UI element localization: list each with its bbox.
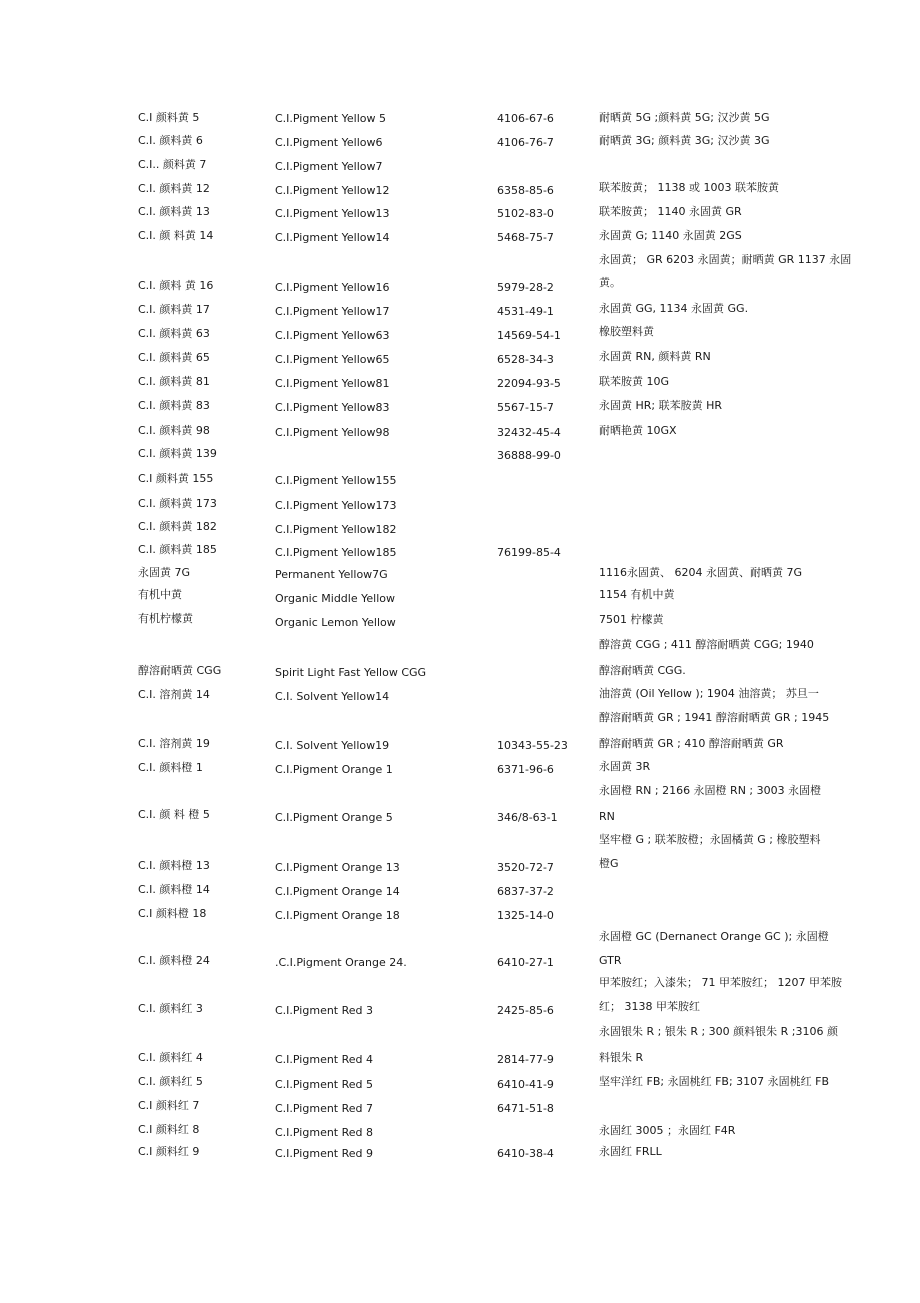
cell-chinese-name: C.I. 颜料橙 24 bbox=[138, 954, 210, 967]
cell-cas-number: 14569-54-1 bbox=[497, 329, 561, 342]
cell-english-name: Organic Lemon Yellow bbox=[275, 616, 396, 629]
cell-trade-names: 永固黄； GR 6203 永固黄；耐晒黄 GR 1137 永固 bbox=[599, 253, 852, 266]
cell-chinese-name: C.I. 颜料黄 182 bbox=[138, 520, 217, 533]
cell-cas-number: 1325-14-0 bbox=[497, 909, 554, 922]
cell-chinese-name: C.I 颜料黄 155 bbox=[138, 472, 214, 485]
cell-trade-names: 坚牢橙 G ; 联苯胺橙；永固橘黄 G ; 橡胶塑料 bbox=[599, 833, 821, 846]
cell-trade-names: 橙G bbox=[599, 857, 619, 870]
cell-english-name: C.I.Pigment Red 5 bbox=[275, 1078, 374, 1091]
cell-trade-names: 永固橙 GC (Dernanect Orange GC ); 永固橙 bbox=[599, 930, 829, 943]
cell-chinese-name: C.I. 颜料黄 185 bbox=[138, 543, 217, 556]
cell-chinese-name: C.I 颜料红 7 bbox=[138, 1099, 200, 1112]
cell-trade-names: 耐晒黄 3G; 颜料黄 3G; 汉沙黄 3G bbox=[599, 134, 770, 147]
cell-trade-names: 永固黄 3R bbox=[599, 760, 651, 773]
cell-trade-names: 1154 有机中黄 bbox=[599, 588, 675, 601]
cell-trade-names: 永固红 3005 ；永固红 F4R bbox=[599, 1124, 736, 1137]
cell-chinese-name: 有机柠檬黄 bbox=[138, 612, 193, 625]
cell-chinese-name: C.I. 颜料红 4 bbox=[138, 1051, 203, 1064]
cell-chinese-name: C.I. 颜料黄 173 bbox=[138, 497, 217, 510]
cell-chinese-name: C.I. 颜料黄 6 bbox=[138, 134, 203, 147]
cell-cas-number: 3520-72-7 bbox=[497, 861, 554, 874]
cell-english-name: C.I.Pigment Yellow185 bbox=[275, 546, 397, 559]
cell-chinese-name: 有机中黄 bbox=[138, 588, 182, 601]
cell-chinese-name: C.I. 颜料黄 81 bbox=[138, 375, 210, 388]
cell-chinese-name: C.I 颜料红 8 bbox=[138, 1123, 200, 1136]
cell-english-name: Spirit Light Fast Yellow CGG bbox=[275, 666, 427, 679]
cell-cas-number: 6837-37-2 bbox=[497, 885, 554, 898]
cell-chinese-name: C.I. 溶剂黄 19 bbox=[138, 737, 210, 750]
cell-english-name: C.I.Pigment Yellow7 bbox=[275, 160, 383, 173]
cell-english-name: C.I. Solvent Yellow19 bbox=[275, 739, 390, 752]
cell-cas-number: 5102-83-0 bbox=[497, 207, 554, 220]
cell-chinese-name: 永固黄 7G bbox=[138, 566, 191, 579]
cell-english-name: C.I.Pigment Yellow6 bbox=[275, 136, 383, 149]
cell-trade-names: 红； 3138 甲苯胺红 bbox=[599, 1000, 700, 1013]
cell-english-name: C.I.Pigment Orange 5 bbox=[275, 811, 393, 824]
cell-english-name: C.I.Pigment Yellow81 bbox=[275, 377, 390, 390]
cell-chinese-name: C.I 颜料红 9 bbox=[138, 1145, 200, 1158]
cell-cas-number: 10343-55-23 bbox=[497, 739, 568, 752]
cell-chinese-name: C.I. 颜料黄 17 bbox=[138, 303, 210, 316]
cell-trade-names: 永固黄 G; 1140 永固黄 2GS bbox=[599, 229, 742, 242]
cell-chinese-name: C.I. 溶剂黄 14 bbox=[138, 688, 210, 701]
cell-english-name: C.I.Pigment Red 8 bbox=[275, 1126, 374, 1139]
cell-cas-number: 5567-15-7 bbox=[497, 401, 554, 414]
cell-chinese-name: C.I. 颜料黄 65 bbox=[138, 351, 210, 364]
cell-trade-names: 醇溶耐晒黄 CGG. bbox=[599, 664, 686, 677]
cell-chinese-name: 醇溶耐晒黄 CGG bbox=[138, 664, 222, 677]
cell-english-name: C.I.Pigment Yellow65 bbox=[275, 353, 390, 366]
cell-cas-number: 5468-75-7 bbox=[497, 231, 554, 244]
cell-chinese-name: C.I. 颜料红 5 bbox=[138, 1075, 203, 1088]
cell-cas-number: 6471-51-8 bbox=[497, 1102, 554, 1115]
cell-chinese-name: C.I 颜料橙 18 bbox=[138, 907, 207, 920]
cell-chinese-name: C.I.. 颜料黄 7 bbox=[138, 158, 207, 171]
cell-cas-number: 32432-45-4 bbox=[497, 426, 561, 439]
cell-trade-names: 橡胶塑料黄 bbox=[599, 325, 654, 338]
cell-trade-names: 联苯胺黄 10G bbox=[599, 375, 670, 388]
cell-cas-number: 6528-34-3 bbox=[497, 353, 554, 366]
cell-chinese-name: C.I. 颜料黄 12 bbox=[138, 182, 210, 195]
cell-english-name: Organic Middle Yellow bbox=[275, 592, 395, 605]
cell-chinese-name: C.I. 颜料橙 14 bbox=[138, 883, 210, 896]
cell-trade-names: 耐晒艳黄 10GX bbox=[599, 424, 677, 437]
cell-trade-names: GTR bbox=[599, 954, 622, 967]
cell-cas-number: 6371-96-6 bbox=[497, 763, 554, 776]
cell-cas-number: 36888-99-0 bbox=[497, 449, 561, 462]
cell-trade-names: 醇溶耐晒黄 GR ; 410 醇溶耐晒黄 GR bbox=[599, 737, 784, 750]
cell-english-name: C.I.Pigment Yellow16 bbox=[275, 281, 390, 294]
cell-cas-number: 6358-85-6 bbox=[497, 184, 554, 197]
cell-trade-names: 7501 柠檬黄 bbox=[599, 613, 664, 626]
cell-cas-number: 6410-27-1 bbox=[497, 956, 554, 969]
cell-cas-number: 4106-67-6 bbox=[497, 112, 554, 125]
cell-cas-number: 2425-85-6 bbox=[497, 1004, 554, 1017]
cell-english-name: C.I.Pigment Yellow83 bbox=[275, 401, 390, 414]
cell-english-name: C.I.Pigment Yellow182 bbox=[275, 523, 397, 536]
cell-chinese-name: C.I. 颜料黄 63 bbox=[138, 327, 210, 340]
cell-trade-names: 耐晒黄 5G ;颜料黄 5G; 汉沙黄 5G bbox=[599, 111, 770, 124]
cell-chinese-name: C.I. 颜料橙 1 bbox=[138, 761, 203, 774]
cell-english-name: C.I. Solvent Yellow14 bbox=[275, 690, 390, 703]
cell-english-name: C.I.Pigment Yellow155 bbox=[275, 474, 397, 487]
cell-trade-names: 料银朱 R bbox=[599, 1051, 644, 1064]
cell-chinese-name: C.I. 颜 料 橙 5 bbox=[138, 808, 210, 821]
cell-english-name: C.I.Pigment Yellow98 bbox=[275, 426, 390, 439]
cell-cas-number: 4531-49-1 bbox=[497, 305, 554, 318]
cell-trade-names: 1116永固黄、 6204 永固黄、耐晒黄 7G bbox=[599, 566, 802, 579]
cell-cas-number: 6410-41-9 bbox=[497, 1078, 554, 1091]
cell-chinese-name: C.I. 颜料橙 13 bbox=[138, 859, 210, 872]
cell-trade-names: 醇溶黄 CGG ; 411 醇溶耐晒黄 CGG; 1940 bbox=[599, 638, 814, 651]
cell-trade-names: 醇溶耐晒黄 GR ; 1941 醇溶耐晒黄 GR ; 1945 bbox=[599, 711, 830, 724]
cell-english-name: C.I.Pigment Orange 13 bbox=[275, 861, 400, 874]
cell-trade-names: 联苯胺黄； 1140 永固黄 GR bbox=[599, 205, 742, 218]
cell-trade-names: 永固黄 HR; 联苯胺黄 HR bbox=[599, 399, 723, 412]
cell-trade-names: 甲苯胺红；入漆朱； 71 甲苯胺红； 1207 甲苯胺 bbox=[599, 976, 842, 989]
cell-chinese-name: C.I. 颜 料黄 14 bbox=[138, 229, 214, 242]
cell-english-name: C.I.Pigment Yellow 5 bbox=[275, 112, 386, 125]
cell-english-name: Permanent Yellow7G bbox=[275, 568, 388, 581]
cell-trade-names: 坚牢洋红 FB; 永固桃红 FB; 3107 永固桃红 FB bbox=[599, 1075, 830, 1088]
cell-english-name: C.I.Pigment Red 7 bbox=[275, 1102, 374, 1115]
cell-cas-number: 76199-85-4 bbox=[497, 546, 561, 559]
cell-cas-number: 22094-93-5 bbox=[497, 377, 561, 390]
cell-english-name: C.I.Pigment Red 9 bbox=[275, 1147, 374, 1160]
cell-chinese-name: C.I 颜料黄 5 bbox=[138, 111, 200, 124]
cell-chinese-name: C.I. 颜料 黄 16 bbox=[138, 279, 214, 292]
cell-chinese-name: C.I. 颜料红 3 bbox=[138, 1002, 203, 1015]
cell-english-name: C.I.Pigment Yellow63 bbox=[275, 329, 390, 342]
cell-chinese-name: C.I. 颜料黄 98 bbox=[138, 424, 210, 437]
cell-trade-names: 黄。 bbox=[599, 276, 621, 289]
cell-english-name: C.I.Pigment Yellow17 bbox=[275, 305, 390, 318]
cell-cas-number: 2814-77-9 bbox=[497, 1053, 554, 1066]
cell-english-name: C.I.Pigment Yellow14 bbox=[275, 231, 390, 244]
cell-trade-names: RN bbox=[599, 810, 615, 823]
cell-english-name: C.I.Pigment Yellow13 bbox=[275, 207, 390, 220]
cell-english-name: C.I.Pigment Yellow173 bbox=[275, 499, 397, 512]
cell-cas-number: 5979-28-2 bbox=[497, 281, 554, 294]
cell-trade-names: 永固黄 GG, 1134 永固黄 GG. bbox=[599, 302, 749, 315]
cell-trade-names: 联苯胺黄； 1138 或 1003 联苯胺黄 bbox=[599, 181, 779, 194]
cell-cas-number: 6410-38-4 bbox=[497, 1147, 554, 1160]
cell-trade-names: 永固橙 RN ; 2166 永固橙 RN ; 3003 永固橙 bbox=[599, 784, 822, 797]
cell-cas-number: 4106-76-7 bbox=[497, 136, 554, 149]
cell-english-name: .C.I.Pigment Orange 24. bbox=[275, 956, 407, 969]
cell-trade-names: 永固红 FRLL bbox=[599, 1145, 662, 1158]
cell-trade-names: 油溶黄 (Oil Yellow ); 1904 油溶黄； 苏旦一 bbox=[599, 687, 819, 700]
cell-english-name: C.I.Pigment Red 3 bbox=[275, 1004, 374, 1017]
cell-chinese-name: C.I. 颜料黄 13 bbox=[138, 205, 210, 218]
cell-english-name: C.I.Pigment Orange 18 bbox=[275, 909, 400, 922]
cell-trade-names: 永固黄 RN, 颜料黄 RN bbox=[599, 350, 711, 363]
cell-trade-names: 永固银朱 R ; 银朱 R ; 300 颜料银朱 R ;3106 颜 bbox=[599, 1025, 839, 1038]
cell-chinese-name: C.I. 颜料黄 83 bbox=[138, 399, 210, 412]
cell-english-name: C.I.Pigment Orange 1 bbox=[275, 763, 393, 776]
cell-english-name: C.I.Pigment Red 4 bbox=[275, 1053, 374, 1066]
cell-cas-number: 346/8-63-1 bbox=[497, 811, 558, 824]
cell-english-name: C.I.Pigment Orange 14 bbox=[275, 885, 400, 898]
cell-chinese-name: C.I. 颜料黄 139 bbox=[138, 447, 217, 460]
cell-english-name: C.I.Pigment Yellow12 bbox=[275, 184, 390, 197]
